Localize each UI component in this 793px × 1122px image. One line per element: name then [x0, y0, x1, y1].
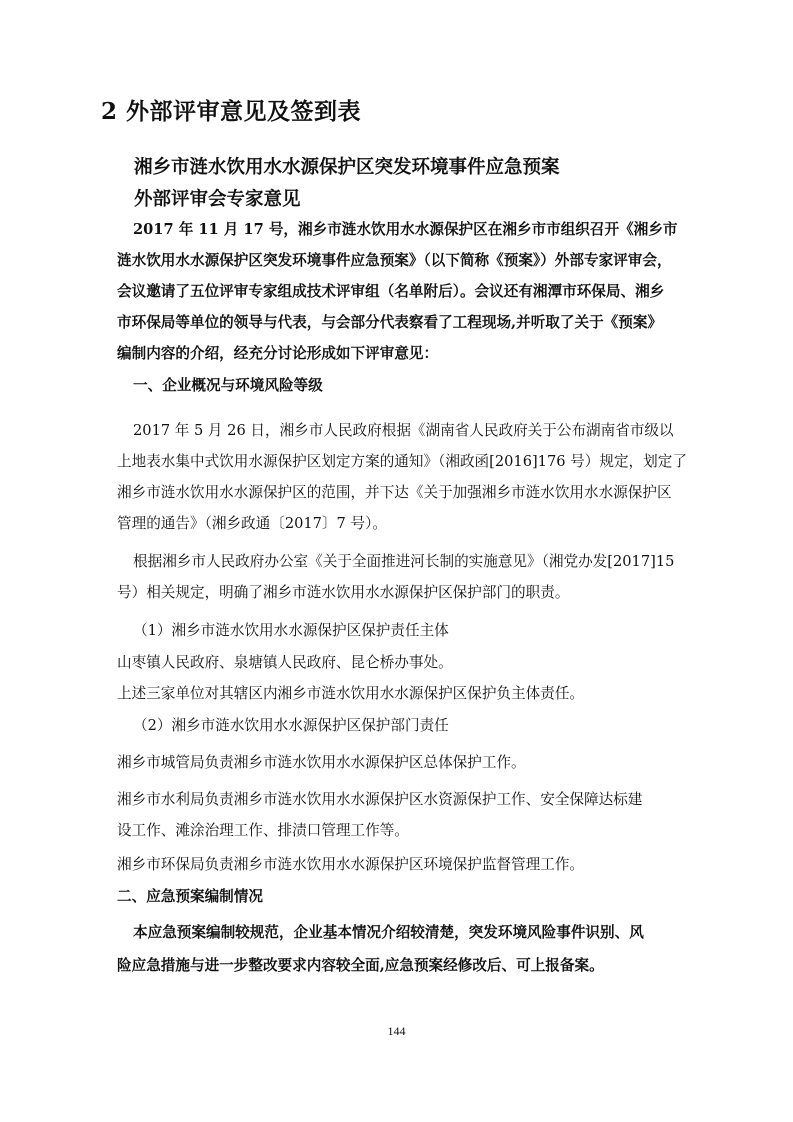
intro-line: 市环保局等单位的领导与代表，与会部分代表察看了工程现场,并听取了关于《预案》: [117, 314, 663, 331]
intro-line: 编制内容的介绍，经充分讨论形成如下评审意见：: [117, 345, 439, 362]
para1-line: 上地表水集中式饮用水源保护区划定方案的通知》（湘政函[2016]176 号）规定，划定了: [117, 453, 687, 470]
conclusion-line: 本应急预案编制较规范，企业基本情况介绍较清楚，突发环境风险事件识别、风: [133, 924, 644, 941]
intro-line: 2017 年 11 月 17 号，湘乡市涟水饮用水水源保护区在湘乡市市组织召开《湘乡市: [133, 221, 678, 238]
intro-line: 会议邀请了五位评审专家组成技术评审组（名单附后）。会议还有湘潭市环保局、湘乡: [117, 283, 665, 300]
item2-line: 设工作、滩涂治理工作、排渍口管理工作等。: [117, 822, 409, 839]
item2-line: 湘乡市水利局负责湘乡市涟水饮用水水源保护区水资源保护工作、安全保障达标建: [117, 791, 643, 808]
conclusion-line: 险应急措施与进一步整改要求内容较全面,应急预案经修改后、可上报备案。: [117, 957, 604, 974]
para1-line: 湘乡市涟水饮用水水源保护区的范围，并下达《关于加强湘乡市涟水饮用水水源保护区: [117, 484, 672, 501]
item1-line: 上述三家单位对其辖区内湘乡市涟水饮用水水源保护区保护负主体责任。: [117, 685, 585, 702]
para2-line: 号）相关规定，明确了湘乡市涟水饮用水水源保护区保护部门的职责。: [117, 584, 570, 601]
page-number: 144: [387, 1024, 406, 1038]
doc-title-line1: 湘乡市涟水饮用水水源保护区突发环境事件应急预案: [134, 157, 560, 178]
para1-line: 2017 年 5 月 26 日，湘乡市人民政府根据《湖南省人民政府关于公布湖南省市级以: [133, 422, 674, 439]
intro-line: 涟水饮用水水源保护区突发环境事件应急预案》（以下简称《预案》）外部专家评审会，: [117, 252, 672, 269]
item2-line: 湘乡市城管局负责湘乡市涟水饮用水水源保护区总体保护工作。: [117, 754, 526, 771]
item1-title: （1）湘乡市涟水饮用水水源保护区保护责任主体: [133, 622, 449, 639]
section-title: 2 外部评审意见及签到表: [101, 98, 362, 125]
para2-line: 根据湘乡市人民政府办公室《关于全面推进河长制的实施意见》（湘党办发[2017]15: [133, 553, 675, 570]
heading-1: 一、企业概况与环境风险等级: [133, 377, 323, 394]
item1-line: 山枣镇人民政府、泉塘镇人民政府、昆仑桥办事处。: [117, 654, 453, 671]
item2-line: 湘乡市环保局负责湘乡市涟水饮用水水源保护区环境保护监督管理工作。: [117, 856, 585, 873]
item2-title: （2）湘乡市涟水饮用水水源保护区保护部门责任: [133, 717, 449, 734]
para1-line: 管理的通告》（湘乡政通〔2017〕7 号）。: [117, 515, 387, 532]
doc-title-line2: 外部评审会专家意见: [134, 189, 301, 210]
heading-2: 二、应急预案编制情况: [117, 888, 263, 905]
